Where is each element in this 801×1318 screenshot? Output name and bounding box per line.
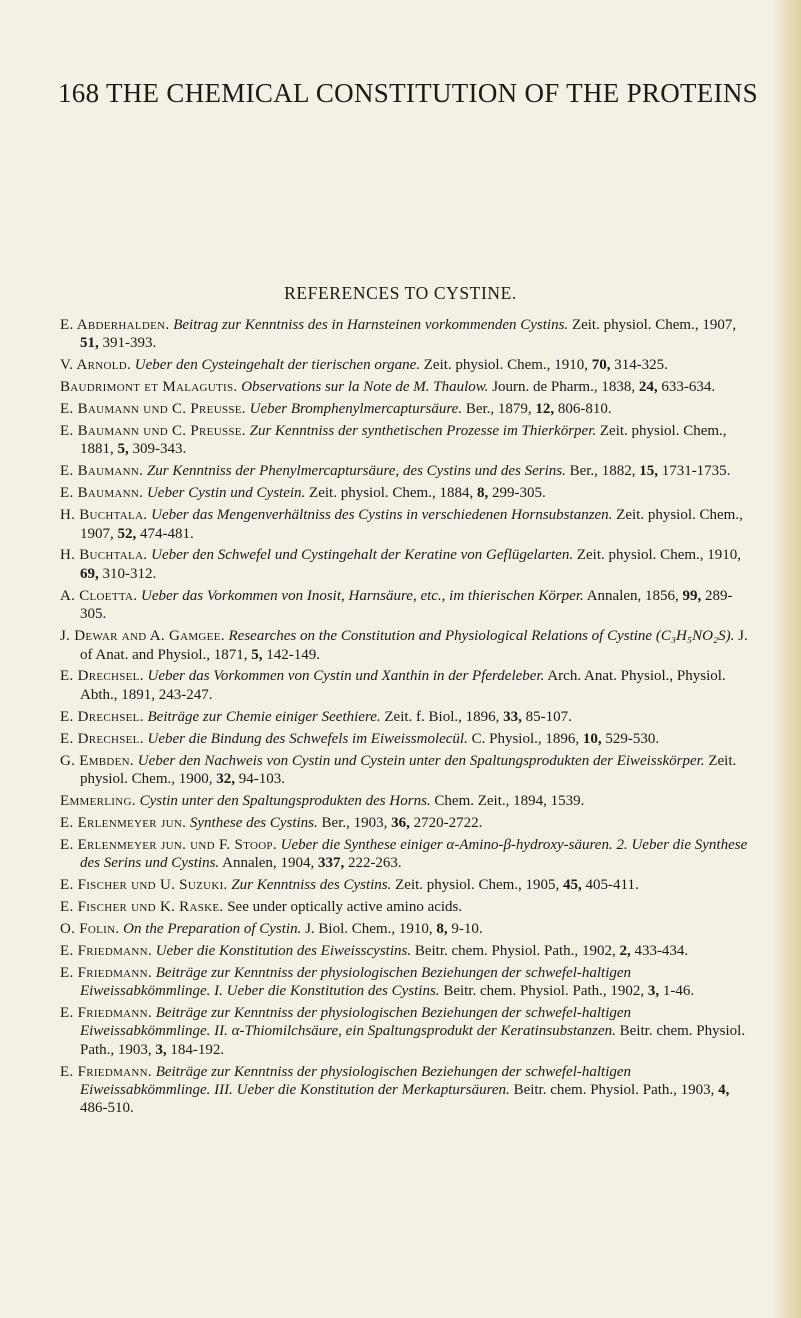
reference-title: Beitrag zur Kenntniss des in Harnsteinen vorkommenden Cystins.: [173, 317, 569, 333]
reference-title: Beiträge zur Chemie einiger Seethiere.: [147, 708, 381, 725]
reference-author: E. Friedmann.: [60, 1004, 152, 1021]
reference-entry: [60, 898, 752, 916]
reference-author: E. Fischer und U. Suzuki.: [60, 876, 228, 893]
reference-year: 1904,: [280, 855, 315, 872]
reference-author: E. Drechsel.: [60, 668, 144, 685]
reference-year: 1856,: [645, 587, 679, 604]
reference-entry: [60, 484, 752, 502]
reference-volume: 4,: [718, 1082, 730, 1099]
reference-pages: 243-247.: [158, 686, 213, 703]
reference-volume: 3,: [155, 1041, 167, 1058]
reference-pages: 184-192.: [170, 1041, 225, 1058]
reference-author: E. Erlenmeyer jun.: [60, 814, 187, 831]
reference-year: 1838,: [601, 379, 636, 396]
reference-year: 1896,: [465, 708, 500, 725]
reference-pages: 299-305.: [491, 485, 546, 502]
reference-entry: [60, 792, 752, 810]
reference-author: E. Friedmann.: [60, 964, 152, 981]
reference-source: Zeit. physiol. Chem.,: [616, 507, 743, 524]
reference-year: 1910,: [707, 547, 742, 564]
reference-year: 1900,: [178, 770, 213, 787]
reference-author: E. Fischer und K. Raske.: [60, 898, 224, 915]
reference-title: Ueber die Bindung des Schwefels im Eiweissmolecül.: [147, 730, 468, 747]
reference-title: Researches on the Constitution and Physiological Relations of Cystine (C₃H₅NO₂S).: [228, 628, 735, 645]
reference-author: E. Baumann.: [60, 485, 144, 502]
reference-author: A. Cloetta.: [60, 587, 138, 604]
reference-year: 1903,: [353, 814, 388, 831]
reference-year: 1884,: [439, 485, 474, 502]
running-head: 168 THE CHEMICAL CONSTITUTION OF THE PROTEINS: [58, 78, 758, 108]
reference-source: Annalen,: [222, 855, 277, 872]
reference-title: Zur Kenntniss der Phenylmercaptursäure, des Cystins und des Serins.: [146, 463, 566, 480]
reference-entry: [60, 378, 752, 396]
reference-source: Beitr. chem. Physiol. Path.,: [80, 1023, 746, 1058]
reference-volume: 5,: [251, 646, 263, 663]
reference-author: Baudrimont et Malagutis.: [60, 379, 238, 396]
reference-source: Beitr. chem. Physiol. Path.,: [443, 983, 607, 999]
reference-author: E. Baumann und C. Preusse.: [60, 401, 246, 418]
reference-source: J. of Anat. and Physiol.,: [80, 628, 748, 663]
reference-volume: 8,: [436, 920, 448, 937]
reference-source: Zeit. f. Biol.,: [384, 708, 462, 725]
reference-source: Zeit. physiol. Chem.,: [423, 357, 551, 374]
page-edge-shadow: [773, 0, 801, 1318]
reference-volume: 2,: [619, 942, 631, 959]
reference-volume: 33,: [503, 708, 522, 725]
reference-author: Emmerling.: [60, 792, 136, 809]
reference-entry: [60, 462, 752, 480]
reference-volume: 52,: [117, 525, 137, 542]
reference-entry: [60, 1063, 752, 1118]
reference-year: 1903,: [680, 1082, 715, 1099]
reference-volume: 45,: [563, 876, 582, 893]
reference-volume: 10,: [582, 730, 602, 747]
reference-source: Arch. Anat. Physiol., Physiol. Abth.,: [80, 668, 726, 703]
reference-source: Ber.,: [569, 463, 598, 480]
reference-title: Cystin unter den Spaltungsprodukten des Horns.: [139, 792, 431, 809]
reference-title: Ueber das Vorkommen von Cystin und Xanthin in der Pferdeleber.: [147, 668, 545, 685]
reference-pages: 310-312.: [102, 565, 157, 582]
reference-year: 1894,: [513, 792, 547, 809]
reference-source: Ber.,: [321, 814, 350, 831]
reference-year: 1910,: [554, 357, 588, 374]
reference-entry: [60, 546, 752, 583]
reference-pages: 94-103.: [238, 770, 286, 787]
reference-entry: [60, 730, 752, 748]
reference-pages: 1731-1735.: [661, 463, 731, 480]
reference-source: Journ. de Pharm.,: [492, 379, 598, 396]
reference-author: J. Dewar and A. Gamgee.: [60, 628, 225, 645]
reference-volume: 32,: [216, 770, 236, 787]
reference-title: Ueber den Cysteingehalt der tierischen organe.: [134, 357, 421, 374]
reference-author: E. Abderhalden.: [60, 317, 170, 333]
reference-source: Chem. Zeit.,: [434, 792, 510, 809]
reference-title: Observations sur la Note de M. Thaulow.: [241, 379, 489, 396]
reference-author: E. Baumann und C. Preusse.: [60, 423, 246, 440]
reference-source: See under optically active amino acids.: [227, 898, 463, 915]
reference-author: G. Embden.: [60, 752, 134, 769]
reference-pages: 474-481.: [140, 525, 194, 542]
reference-title: Zur Kenntniss des Cystins.: [231, 876, 392, 893]
reference-pages: 289-305.: [80, 587, 733, 623]
reference-pages: 222-263.: [347, 855, 402, 872]
reference-entry: [60, 316, 752, 353]
reference-pages: 309-343.: [132, 441, 187, 458]
reference-entry: [60, 876, 752, 894]
reference-entry: [60, 587, 752, 624]
reference-entry: [60, 814, 752, 832]
reference-year: 1896,: [545, 730, 580, 747]
section-title: REFERENCES TO CYSTINE.: [284, 283, 517, 303]
reference-pages: 806-810.: [557, 401, 612, 418]
reference-source: Annalen,: [586, 587, 642, 604]
reference-author: H. Buchtala.: [60, 547, 148, 564]
reference-volume: 24,: [638, 379, 658, 396]
reference-source: Zeit. physiol. Chem.,: [571, 317, 699, 333]
reference-entry: [60, 836, 752, 873]
reference-title: Ueber Bromphenylmercaptursäure.: [249, 401, 463, 418]
reference-year: 1881,: [80, 441, 114, 458]
reference-pages: 314-325.: [614, 357, 668, 374]
reference-pages: 486-510.: [80, 1100, 134, 1117]
reference-author: E. Erlenmeyer jun. und F. Stoop.: [60, 836, 277, 853]
reference-author: E. Drechsel.: [60, 730, 144, 747]
reference-pages: 1-46.: [662, 983, 695, 999]
reference-source: J. Biol. Chem.,: [305, 920, 396, 937]
reference-pages: 142-149.: [266, 646, 320, 663]
reference-entry: [60, 422, 752, 459]
reference-volume: 69,: [80, 565, 99, 582]
reference-year: 1910,: [398, 920, 433, 937]
reference-pages: 529-530.: [605, 730, 660, 747]
reference-pages: 405-411.: [585, 876, 639, 893]
reference-pages: 1539.: [550, 792, 585, 809]
reference-year: 1891,: [121, 686, 155, 703]
reference-pages: 633-634.: [661, 379, 716, 396]
reference-year: 1907,: [80, 525, 114, 542]
reference-title: Beiträge zur Kenntniss der physiologischen Beziehungen der schwefel-haltigen Eiweissabkömmlinge. III. Ueber die Konstitution der Merkaptursäuren.: [80, 1063, 632, 1099]
reference-title: Zur Kenntniss der synthetischen Prozesse im Thierkörper.: [249, 423, 597, 440]
reference-title: Ueber den Nachweis von Cystin und Cystein unter den Spaltungsprodukten der Eiweisskörper.: [137, 752, 705, 769]
reference-year: 1907,: [702, 317, 737, 333]
reference-source: Beitr. chem. Physiol. Path.,: [414, 942, 579, 959]
reference-title: Beiträge zur Kenntniss der physiologischen Beziehungen der schwefel-haltigen Eiweissabkömmlinge. I. Ueber die Konstitution des Cystins.: [80, 964, 632, 999]
reference-volume: 15,: [639, 463, 658, 480]
reference-source: Ber.,: [465, 401, 495, 418]
reference-volume: 337,: [317, 855, 345, 872]
reference-source: Zeit. physiol. Chem.,: [576, 547, 704, 564]
reference-pages: 9-10.: [451, 920, 483, 937]
reference-volume: 99,: [682, 587, 702, 604]
reference-source: Zeit. physiol. Chem.,: [395, 876, 522, 893]
reference-author: E. Baumann.: [60, 463, 144, 480]
reference-title: Ueber den Schwefel und Cystingehalt der Keratine von Geflügelarten.: [151, 547, 574, 564]
reference-volume: 36,: [391, 814, 410, 831]
reference-pages: 2720-2722.: [413, 814, 483, 831]
reference-list: [60, 316, 752, 1121]
reference-source: Zeit. physiol. Chem.,: [309, 485, 436, 502]
reference-entry: [60, 1004, 752, 1059]
reference-pages: 85-107.: [525, 708, 572, 725]
reference-year: 1902,: [581, 942, 616, 959]
reference-entry: [60, 400, 752, 418]
reference-title: Ueber das Vorkommen von Inosit, Harnsäure, etc., im thierischen Körper.: [141, 587, 584, 604]
reference-volume: 8,: [476, 485, 489, 502]
reference-author: E. Friedmann.: [60, 1063, 152, 1080]
reference-author: H. Buchtala.: [60, 507, 148, 524]
reference-year: 1903,: [117, 1041, 152, 1058]
reference-entry: [60, 752, 752, 789]
reference-volume: 12,: [535, 401, 555, 418]
reference-title: Ueber das Mengenverhältniss des Cystins in verschiedenen Hornsubstanzen.: [151, 507, 613, 524]
reference-year: 1879,: [497, 401, 532, 418]
reference-year: 1902,: [610, 983, 645, 999]
reference-volume: 3,: [647, 983, 660, 999]
reference-year: 1882,: [601, 463, 636, 480]
reference-title: Synthese des Cystins.: [189, 814, 318, 831]
reference-entry: [60, 964, 752, 1001]
reference-pages: 433-434.: [634, 942, 689, 959]
reference-title: On the Preparation of Cystin.: [123, 920, 302, 937]
reference-volume: 70,: [591, 357, 611, 374]
reference-author: E. Friedmann.: [60, 942, 152, 959]
reference-source: C. Physiol.,: [471, 730, 542, 747]
reference-title: Beiträge zur Kenntniss der physiologischen Beziehungen der schwefel-haltigen Eiweissabkömmlinge. II. α-Thiomilchsäure, ein Spaltungsprodukt der Keratinsubstanzen.: [80, 1004, 632, 1040]
reference-source: Beitr. chem. Physiol. Path.,: [513, 1082, 677, 1099]
reference-year: 1871,: [213, 646, 248, 663]
reference-entry: [60, 942, 752, 960]
reference-entry: [60, 920, 752, 938]
reference-title: Ueber die Konstitution des Eiweisscystins.: [155, 942, 412, 959]
reference-entry: [60, 667, 752, 704]
reference-entry: [60, 506, 752, 543]
reference-author: E. Drechsel.: [60, 708, 144, 725]
reference-year: 1905,: [525, 876, 560, 893]
reference-author: V. Arnold.: [60, 357, 132, 374]
reference-volume: 5,: [117, 441, 129, 458]
reference-author: O. Folin.: [60, 920, 120, 937]
reference-entry: [60, 627, 752, 664]
reference-pages: 391-393.: [102, 335, 157, 352]
reference-volume: 51,: [80, 335, 99, 352]
reference-source: Zeit. physiol. Chem.,: [599, 423, 727, 440]
reference-entry: [60, 356, 752, 374]
reference-entry: [60, 708, 752, 726]
reference-title: Ueber die Synthese einiger α-Amino-β-hydroxy-säuren. 2. Ueber die Synthese des Serins und Cystins.: [80, 836, 748, 872]
reference-source: Zeit. physiol. Chem.,: [80, 752, 737, 787]
reference-title: Ueber Cystin und Cystein.: [146, 485, 306, 502]
